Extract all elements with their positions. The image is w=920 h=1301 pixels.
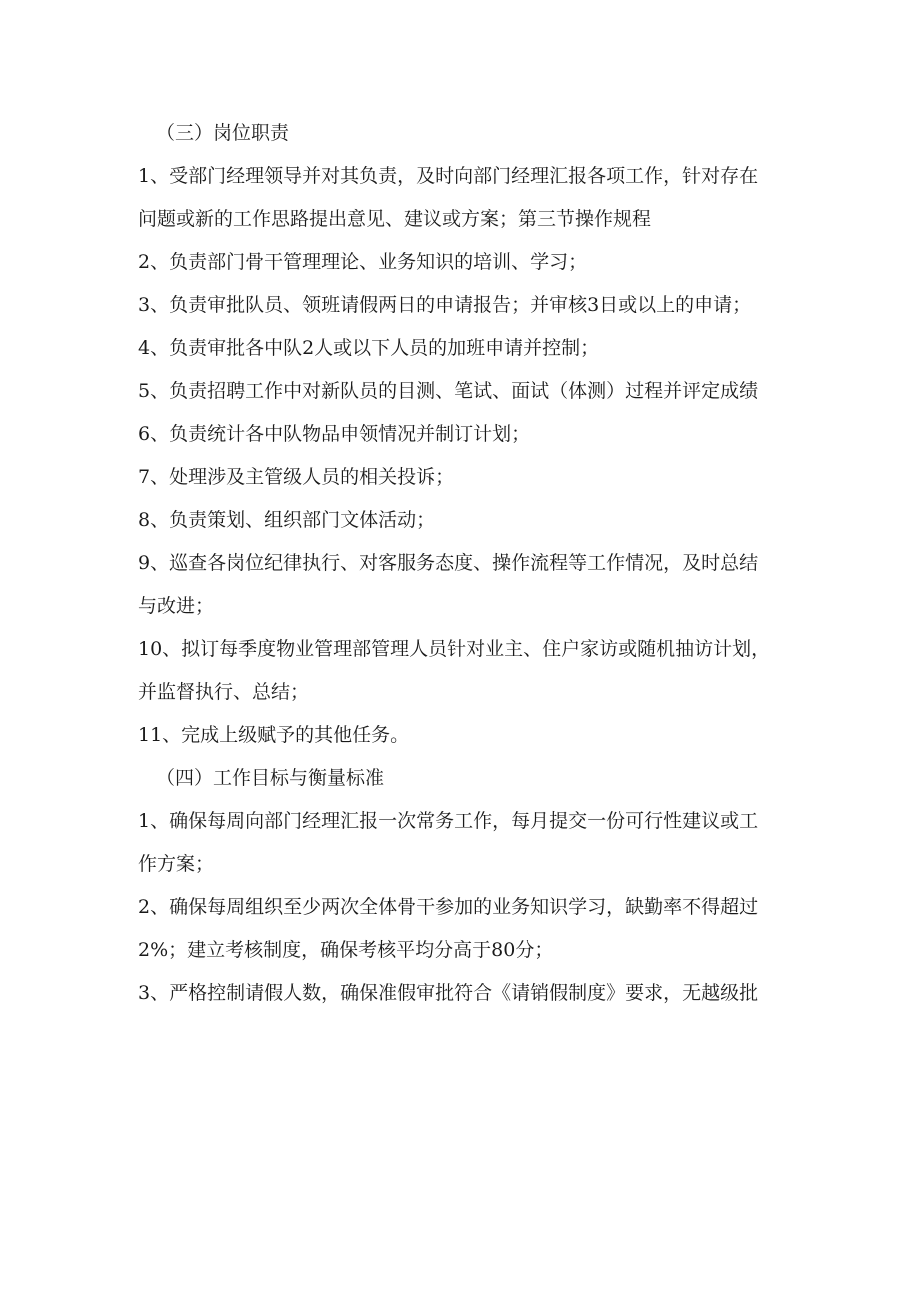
goal-item-1-line-2: 作方案； bbox=[138, 853, 215, 875]
section-heading-job-duties: （三）岗位职责 bbox=[156, 122, 290, 144]
document-body bbox=[138, 112, 798, 1015]
goal-item-2-line-1: 2、确保每周组织至少两次全体骨干参加的业务知识学习，缺勤率不得超过 bbox=[138, 896, 759, 918]
duty-item-9-line-1: 9、巡查各岗位纪律执行、对客服务态度、操作流程等工作情况，及时总结 bbox=[138, 552, 759, 574]
duty-item-2: 2、负责部门骨干管理理论、业务知识的培训、学习； bbox=[138, 251, 588, 273]
duty-item-8: 8、负责策划、组织部门文体活动； bbox=[138, 509, 436, 531]
goal-item-2-line-2: 2%；建立考核制度，确保考核平均分高于80分； bbox=[138, 939, 554, 961]
duty-item-9-line-2: 与改进； bbox=[138, 595, 215, 617]
duty-item-10-line-1: 10、拟订每季度物业管理部管理人员针对业主、住户家访或随机抽访计划， bbox=[138, 638, 771, 660]
goal-item-3-line-1: 3、严格控制请假人数，确保准假审批符合《请销假制度》要求，无越级批 bbox=[138, 982, 759, 1004]
goal-item-1-line-1: 1、确保每周向部门经理汇报一次常务工作，每月提交一份可行性建议或工 bbox=[138, 810, 759, 832]
duty-item-6: 6、负责统计各中队物品申领情况并制订计划； bbox=[138, 423, 531, 445]
duty-item-1-line-1: 1、受部门经理领导并对其负责，及时向部门经理汇报各项工作，针对存在 bbox=[138, 165, 759, 187]
duty-item-1-line-2: 问题或新的工作思路提出意见、建议或方案；第三节操作规程 bbox=[138, 208, 652, 230]
duty-item-3: 3、负责审批队员、领班请假两日的申请报告；并审核3日或以上的申请； bbox=[138, 294, 752, 316]
duty-item-11: 11、完成上级赋予的其他任务。 bbox=[138, 724, 410, 746]
duty-item-7: 7、处理涉及主管级人员的相关投诉； bbox=[138, 466, 455, 488]
duty-item-4: 4、负责审批各中队2人或以下人员的加班申请并控制； bbox=[138, 337, 600, 359]
section-heading-work-goals: （四）工作目标与衡量标准 bbox=[156, 767, 385, 789]
duty-item-5: 5、负责招聘工作中对新队员的目测、笔试、面试（体测）过程并评定成绩 bbox=[138, 380, 759, 402]
duty-item-10-line-2: 并监督执行、总结； bbox=[138, 681, 310, 703]
